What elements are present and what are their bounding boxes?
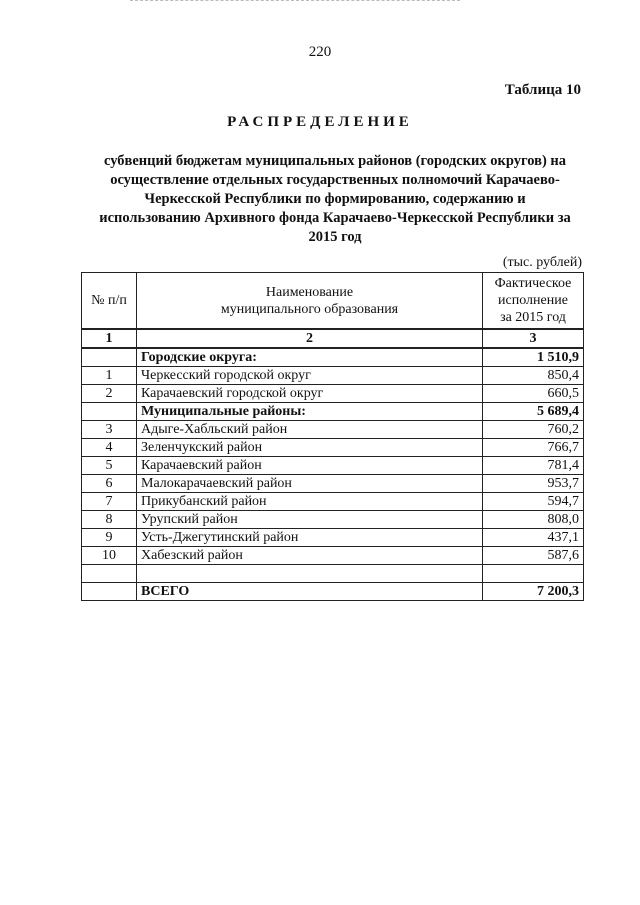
header-value-line: исполнение [498, 293, 568, 308]
table-row [82, 439, 584, 457]
row-name: ВСЕГО [137, 583, 483, 601]
column-number: 2 [137, 329, 483, 348]
row-number: 2 [82, 385, 137, 403]
row-value: 766,7 [483, 439, 584, 457]
row-value: 808,0 [483, 511, 584, 529]
table-body [82, 348, 584, 601]
unit-label: (тыс. рублей) [502, 255, 582, 270]
header-value [483, 273, 584, 330]
row-value: 7 200,3 [483, 583, 584, 601]
row-name: Карачаевский городской округ [137, 385, 483, 403]
row-name: Муниципальные районы: [137, 403, 483, 421]
row-name: Прикубанский район [137, 493, 483, 511]
table-row [82, 385, 584, 403]
row-value: 850,4 [483, 367, 584, 385]
subtitle-line: осуществление отдельных государственных полномочий Карачаево- [110, 172, 560, 188]
distribution-table [81, 272, 584, 601]
row-name: Урупский район [137, 511, 483, 529]
row-number [82, 565, 137, 583]
row-number: 5 [82, 457, 137, 475]
row-value: 1 510,9 [483, 348, 584, 367]
table-row [82, 475, 584, 493]
header-value-line: за 2015 год [500, 310, 566, 325]
table-label: Таблица 10 [504, 82, 581, 98]
table-row [82, 583, 584, 601]
subtitle-line: 2015 год [308, 229, 362, 245]
row-number: 9 [82, 529, 137, 547]
header-value-line: Фактическое [494, 276, 572, 291]
subtitle-line: субвенций бюджетам муниципальных районов (городских округов) на [103, 153, 567, 169]
row-name: Усть-Джегутинский район [137, 529, 483, 547]
row-number: 8 [82, 511, 137, 529]
row-name: Зеленчукский район [137, 439, 483, 457]
column-number: 3 [483, 329, 584, 348]
row-number: 1 [82, 367, 137, 385]
document-subtitle [84, 152, 586, 247]
row-name: Городские округа: [137, 348, 483, 367]
empty-row [82, 565, 584, 583]
row-number [82, 403, 137, 421]
row-name: Карачаевский район [137, 457, 483, 475]
column-number: 1 [82, 329, 137, 348]
row-number [82, 348, 137, 367]
row-number: 7 [82, 493, 137, 511]
table-row [82, 493, 584, 511]
row-value: 660,5 [483, 385, 584, 403]
row-value [483, 565, 584, 583]
row-number: 6 [82, 475, 137, 493]
row-name: Адыге-Хабльский район [137, 421, 483, 439]
row-number [82, 583, 137, 601]
row-name: Хабезский район [137, 547, 483, 565]
subtitle-line: использованию Архивного фонда Карачаево-Черкесской Республики за [99, 210, 571, 226]
column-number-row [82, 329, 584, 348]
row-value: 594,7 [483, 493, 584, 511]
row-name: Малокарачаевский район [137, 475, 483, 493]
row-number: 10 [82, 547, 137, 565]
table-row [82, 547, 584, 565]
table-row [82, 403, 584, 421]
table-row [82, 529, 584, 547]
subtitle-line: Черкесской Республики по формированию, содержанию и [144, 191, 526, 207]
table-row [82, 511, 584, 529]
header-name [137, 273, 483, 330]
page-number: 220 [308, 44, 332, 60]
table-header-row [82, 273, 584, 330]
table-row [82, 367, 584, 385]
row-value: 5 689,4 [483, 403, 584, 421]
row-value: 781,4 [483, 457, 584, 475]
header-name-line: Наименование [265, 284, 354, 300]
table-row [82, 348, 584, 367]
row-value: 953,7 [483, 475, 584, 493]
row-number: 3 [82, 421, 137, 439]
header-name-line: муниципального образования [220, 301, 399, 317]
header-number: № п/п [82, 273, 137, 330]
row-name: Черкесский городской округ [137, 367, 483, 385]
row-value: 437,1 [483, 529, 584, 547]
scan-artifact [130, 0, 460, 7]
document-title: РАСПРЕДЕЛЕНИЕ [227, 114, 413, 130]
row-number: 4 [82, 439, 137, 457]
table-row [82, 457, 584, 475]
row-value: 760,2 [483, 421, 584, 439]
row-value: 587,6 [483, 547, 584, 565]
table-row [82, 421, 584, 439]
row-name [137, 565, 483, 583]
